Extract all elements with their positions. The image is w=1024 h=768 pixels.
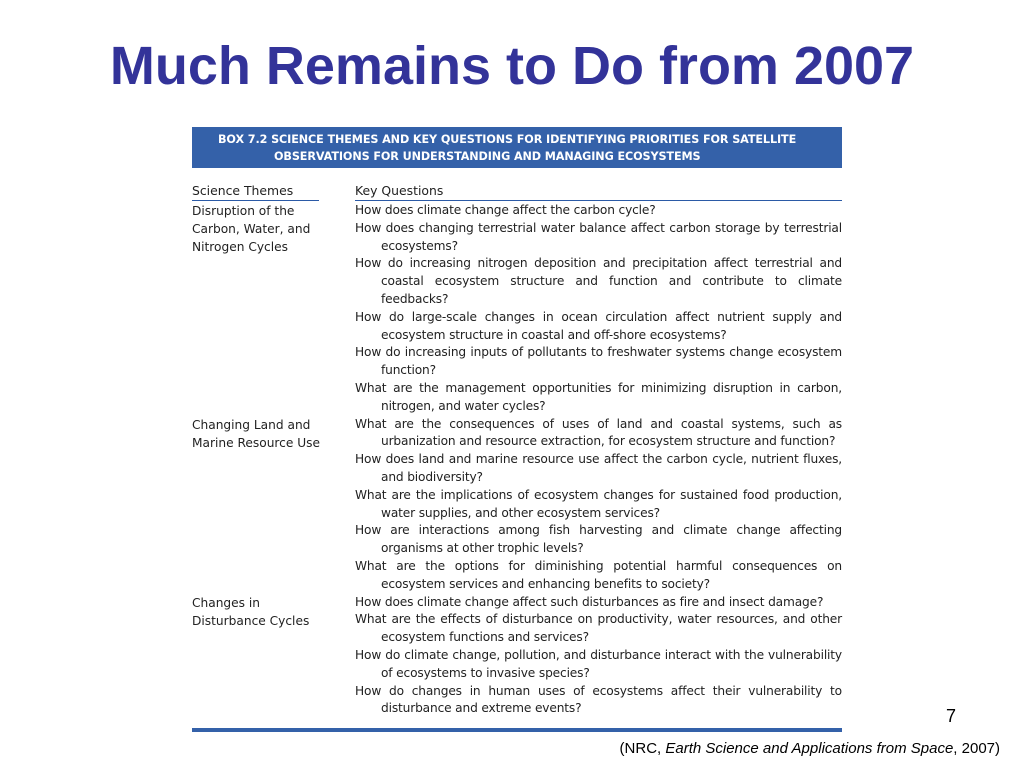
- key-question: How do increasing inputs of pollutants to freshwater systems change ecosystem function?: [355, 345, 842, 378]
- theme-label-line: Changes in: [192, 595, 260, 610]
- box-header-line-1: BOX 7.2 SCIENCE THEMES AND KEY QUESTIONS FOR IDENTIFYING PRIORITIES FOR SATELLITE: [218, 133, 797, 146]
- box-header: [192, 127, 842, 168]
- theme-group: [192, 416, 842, 594]
- theme-label-line: Nitrogen Cycles: [192, 240, 288, 254]
- question-list: [355, 594, 842, 719]
- box-header-line-2: OBSERVATIONS FOR UNDERSTANDING AND MANAGING ECOSYSTEMS: [274, 150, 701, 163]
- box-7-2: [192, 127, 842, 718]
- citation-source-title: Earth Science and Applications from Space: [665, 740, 954, 757]
- slide-title: Much Remains to Do from 2007: [109, 36, 915, 96]
- key-question: How are interactions among fish harvesting and climate change affecting organisms at other trophic levels?: [355, 523, 842, 556]
- theme-label-line: Disruption of the: [192, 204, 295, 218]
- key-question: How does climate change affect the carbon cycle?: [355, 203, 656, 217]
- column-headers: [192, 182, 842, 200]
- key-question: How do climate change, pollution, and disturbance interact with the vulnerability of ecosystems to invasive species?: [355, 647, 842, 680]
- theme-label: [192, 594, 342, 630]
- question-list: [355, 202, 842, 416]
- theme-label-line: Carbon, Water, and: [192, 222, 311, 236]
- key-question: How do changes in human uses of ecosystems affect their vulnerability to disturbance and extreme events?: [355, 683, 842, 716]
- theme-label-line: Changing Land and: [192, 417, 311, 432]
- theme-label-line: Marine Resource Use: [192, 435, 321, 450]
- key-question: What are the management opportunities for minimizing disruption in carbon, nitrogen, and water cycles?: [355, 380, 842, 413]
- column-header-science-themes: Science Themes: [192, 182, 319, 201]
- theme-groups: [192, 202, 842, 718]
- theme-label: [192, 202, 342, 256]
- theme-label: [192, 416, 342, 452]
- column-header-key-questions: Key Questions: [355, 182, 842, 201]
- citation-prefix: (NRC,: [619, 740, 666, 757]
- key-question: How do large-scale changes in ocean circulation affect nutrient supply and ecosystem structure in coastal and off-shore ecosystems?: [355, 309, 842, 342]
- question-list: [355, 416, 842, 594]
- box-bottom-rule: [192, 728, 842, 732]
- key-question: How does land and marine resource use affect the carbon cycle, nutrient fluxes, and biodiversity?: [355, 452, 842, 484]
- theme-group: [192, 202, 842, 416]
- page-number: 7: [946, 706, 957, 726]
- key-question: What are the options for diminishing potential harmful consequences on ecosystem services and enhancing benefits to society?: [355, 558, 842, 591]
- key-question: What are the effects of disturbance on productivity, water resources, and other ecosystem functions and services?: [355, 612, 842, 645]
- theme-label-line: Disturbance Cycles: [192, 613, 310, 628]
- key-question: What are the consequences of uses of land and coastal systems, such as urbanization and resource extraction, for ecosystem structure and function?: [355, 416, 842, 449]
- themes-questions-table: [192, 182, 842, 718]
- key-question: How do increasing nitrogen deposition and precipitation affect terrestrial and coastal ecosystem structure and function and contribute to climate feedbacks?: [355, 256, 842, 306]
- key-question: How does climate change affect such disturbances as fire and insect damage?: [355, 594, 824, 609]
- citation: [620, 740, 1000, 757]
- key-question: What are the implications of ecosystem changes for sustained food production, water supplies, and other ecosystem services?: [355, 487, 842, 520]
- citation-suffix: , 2007): [953, 740, 1000, 757]
- theme-group: [192, 594, 842, 719]
- key-question: How does changing terrestrial water balance affect carbon storage by terrestrial ecosystems?: [355, 220, 842, 253]
